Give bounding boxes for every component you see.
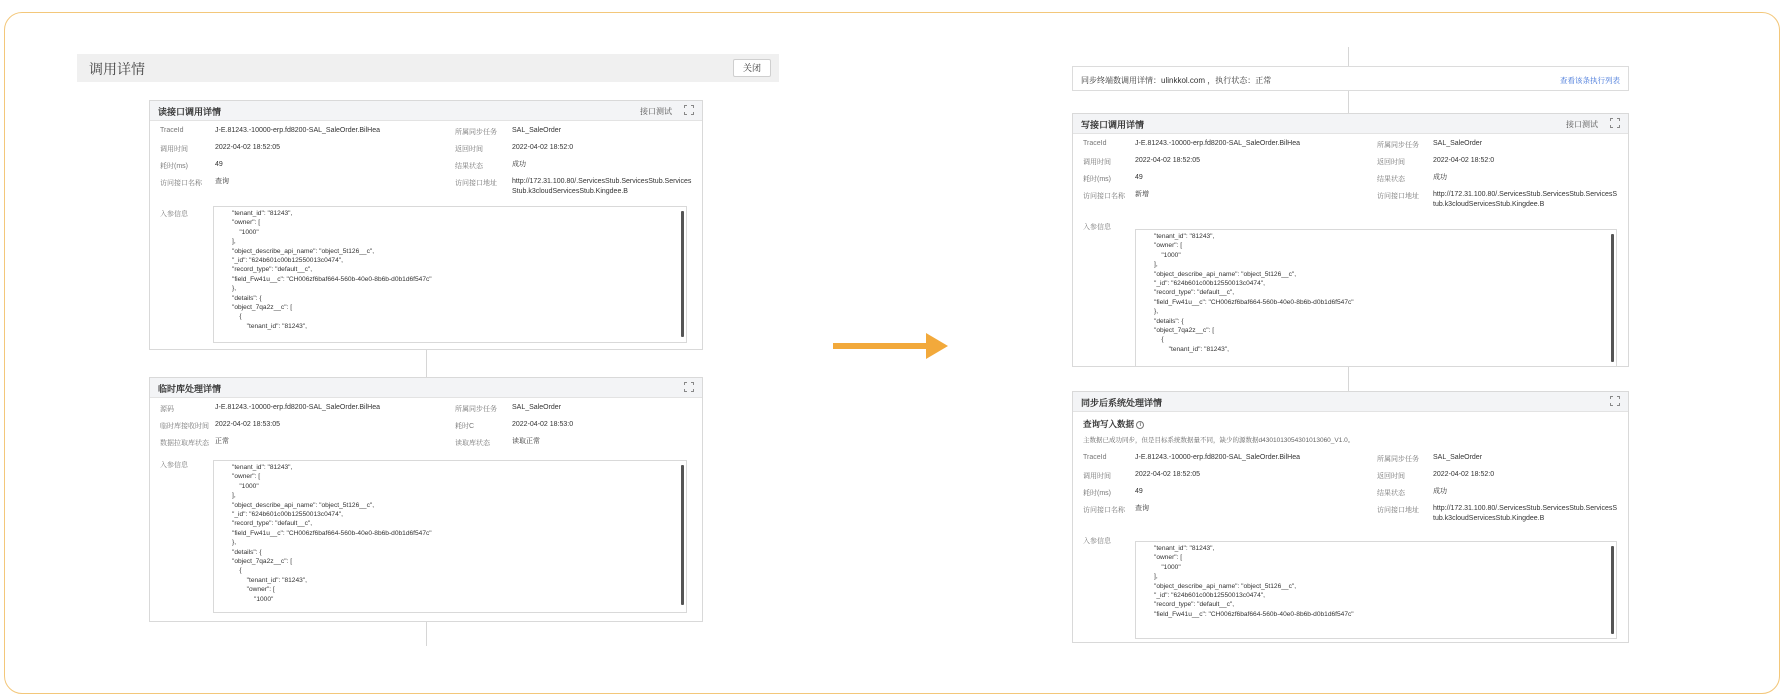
field-label: 耗时(ms) — [1083, 176, 1111, 183]
field-value: 2022-04-02 18:52:05 — [1135, 471, 1200, 478]
field-label: 调用时间 — [1083, 159, 1111, 166]
input-code-box[interactable] — [213, 206, 687, 343]
field-value: 2022-04-02 18:52:05 — [1135, 157, 1200, 164]
arrow-head — [926, 333, 948, 359]
field-value: 49 — [215, 161, 223, 168]
field-value: 正常 — [215, 438, 229, 445]
field-value: 2022-04-02 18:53:05 — [215, 421, 280, 428]
card-title: 写接口调用详情 — [1081, 120, 1145, 130]
field-value: 成功 — [1433, 488, 1447, 495]
scrollbar[interactable] — [681, 465, 684, 605]
field-label: 所属同步任务 — [1377, 142, 1419, 149]
field-label: 返回时间 — [455, 146, 483, 153]
sync-status-text: 同步终端数调用详情：ulinkkol.com ，执行状态：正常 — [1081, 76, 1272, 85]
field-label: 所属同步任务 — [455, 129, 497, 136]
field-value: J-E.81243.-10000-erp.fd8200-SAL_SaleOrder.BilHea — [215, 404, 380, 411]
scrollbar[interactable] — [1611, 234, 1614, 362]
field-value: 2022-04-02 18:52:0 — [1433, 157, 1495, 164]
field-value: 2022-04-02 18:52:0 — [1433, 471, 1495, 478]
expand-icon[interactable] — [684, 105, 694, 115]
field-value: J-E.81243.-10000-erp.fd8200-SAL_SaleOrder.BilHea — [1135, 140, 1300, 147]
field-label: 访问接口名称 — [1083, 507, 1125, 514]
subtitle-text: 查询写入数据 — [1083, 419, 1135, 429]
input-code-box[interactable] — [1135, 229, 1617, 367]
field-label: 访问接口地址 — [1377, 507, 1419, 514]
field-value: 2022-04-02 18:53:0 — [512, 421, 574, 428]
field-label: 所属同步任务 — [1377, 456, 1419, 463]
field-label: 访问接口名称 — [1083, 193, 1125, 200]
connector-line — [426, 622, 427, 646]
field-label: 数据拉取库状态 — [160, 440, 209, 447]
field-value: http://172.31.100.80/.ServicesStub.ServicesStub.ServicesStub.k3cloudServicesStub.Kingdee.B — [512, 178, 692, 195]
page-title: 调用详情 — [89, 61, 145, 77]
field-value: J-E.81243.-10000-erp.fd8200-SAL_SaleOrder.BilHea — [1135, 454, 1300, 461]
connector-line — [1348, 367, 1349, 391]
field-label: 访问接口地址 — [455, 180, 497, 187]
field-value: 新增 — [1135, 191, 1149, 198]
field-label: 入参信息 — [1083, 538, 1111, 545]
field-label: 返回时间 — [1377, 473, 1405, 480]
field-label: 入参信息 — [1083, 224, 1111, 231]
field-label: 耗时(ms) — [160, 163, 188, 170]
field-label: 入参信息 — [160, 211, 188, 218]
write-api-card — [1072, 113, 1629, 367]
field-label: 耗时(ms) — [1083, 490, 1111, 497]
field-value: http://172.31.100.80/.ServicesStub.ServicesStub.ServicesStub.k3cloudServicesStub.Kingdee.B — [1433, 191, 1618, 208]
field-value: SAL_SaleOrder — [1433, 140, 1483, 147]
field-label: 读取库状态 — [455, 440, 490, 447]
info-circle-icon[interactable]: i — [1136, 421, 1144, 429]
field-label: 返回时间 — [1377, 159, 1405, 166]
field-label: TraceId — [1083, 454, 1107, 461]
card-header — [1073, 114, 1628, 134]
field-value: J-E.81243.-10000-erp.fd8200-SAL_SaleOrder.BilHea — [215, 127, 380, 134]
read-api-card — [149, 100, 703, 350]
field-label: 入参信息 — [160, 462, 188, 469]
code-text: "tenant_id": "81243", "owner": [ "1000" ], "object_describe_api_name": "object_5t126__c", "_id": "624b601c00b12550013c0474", "record_type": "default__c", "field_Fw41u__c": "CH006zf6baf664-560b-40e0-8b6b-d0b1d6f547c" — [1154, 545, 1354, 618]
field-value: 2022-04-02 18:52:05 — [215, 144, 280, 151]
field-label: 结果状态 — [1377, 176, 1405, 183]
temp-store-card — [149, 377, 703, 622]
expand-icon[interactable] — [1610, 396, 1620, 406]
field-value: 2022-04-02 18:52:0 — [512, 144, 574, 151]
input-code-box[interactable] — [213, 460, 687, 613]
connector-line — [1348, 47, 1349, 66]
field-value: SAL_SaleOrder — [512, 404, 562, 411]
view-execution-list-link[interactable]: 查看该条执行列表 — [1560, 76, 1620, 85]
field-label: 访问接口地址 — [1377, 193, 1419, 200]
field-value: 查询 — [1135, 505, 1149, 512]
connector-line — [426, 350, 427, 378]
card-title: 同步后系统处理详情 — [1081, 398, 1163, 408]
field-value: http://172.31.100.80/.ServicesStub.ServicesStub.ServicesStub.k3cloudServicesStub.Kingdee.B — [1433, 505, 1618, 522]
field-label: 调用时间 — [1083, 473, 1111, 480]
field-value: 读取正常 — [512, 438, 540, 445]
code-text: "tenant_id": "81243", "owner": [ "1000" ], "object_describe_api_name": "object_5t126__c", "_id": "624b601c00b12550013c0474", "record_type": "default__c", "field_Fw41u__c": "CH006zf6baf664-560b-40e0-8b6b-d0b1d6f547c" }, "details": { "object_7qa2z__c": [ { "tenant_id": "81243", — [232, 210, 432, 330]
field-value: SAL_SaleOrder — [512, 127, 562, 134]
scrollbar[interactable] — [1611, 546, 1614, 634]
scrollbar[interactable] — [681, 211, 684, 337]
field-value: SAL_SaleOrder — [1433, 454, 1483, 461]
field-value: 成功 — [1433, 174, 1447, 181]
api-test-button[interactable]: 接口测试 — [640, 107, 672, 116]
field-label: 所属同步任务 — [455, 406, 497, 413]
details-header — [77, 54, 779, 82]
card-title: 临时库处理详情 — [158, 384, 222, 394]
card-header — [150, 378, 702, 398]
code-text: "tenant_id": "81243", "owner": [ "1000" ], "object_describe_api_name": "object_5t126__c", "_id": "624b601c00b12550013c0474", "record_type": "default__c", "field_Fw41u__c": "CH006zf6baf664-560b-40e0-8b6b-d0b1d6f547c" }, "details": { "object_7qa2z__c": [ { "tenant_id": "81243", "owner": [ "1000" — [232, 464, 432, 603]
field-label: 结果状态 — [455, 163, 483, 170]
post-sync-card — [1072, 391, 1629, 643]
input-code-box[interactable] — [1135, 541, 1617, 639]
sync-notice: 主数据已成功同步，但是目标系统数据量不同，缺少的源数据d4301013054301013060_V1.0。 — [1083, 437, 1355, 444]
field-value: 成功 — [512, 161, 526, 168]
field-value: 49 — [1135, 488, 1143, 495]
field-value: 49 — [1135, 174, 1143, 181]
sync-status-bar — [1072, 66, 1629, 91]
section-subtitle — [1083, 418, 1144, 430]
field-label: TraceId — [160, 127, 184, 134]
card-title: 读接口调用详情 — [158, 107, 222, 117]
field-label: 临时库接收时间 — [160, 423, 209, 430]
api-test-button[interactable]: 接口测试 — [1566, 120, 1598, 129]
code-text: "tenant_id": "81243", "owner": [ "1000" ], "object_describe_api_name": "object_5t126__c", "_id": "624b601c00b12550013c0474", "record_type": "default__c", "field_Fw41u__c": "CH006zf6baf664-560b-40e0-8b6b-d0b1d6f547c" }, "details": { "object_7qa2z__c": [ { "tenant_id": "81243", — [1154, 233, 1354, 353]
field-value: 查询 — [215, 178, 229, 185]
right-arrow-icon — [833, 343, 928, 349]
field-label: 源码 — [160, 406, 174, 413]
close-button[interactable]: 关闭 — [733, 59, 771, 77]
expand-icon[interactable] — [1610, 118, 1620, 128]
card-header — [1073, 392, 1628, 412]
field-label: TraceId — [1083, 140, 1107, 147]
expand-icon[interactable] — [684, 382, 694, 392]
card-header — [150, 101, 702, 121]
field-label: 耗时C — [455, 423, 475, 430]
field-label: 结果状态 — [1377, 490, 1405, 497]
field-label: 访问接口名称 — [160, 180, 202, 187]
connector-line — [1348, 91, 1349, 113]
field-label: 调用时间 — [160, 146, 188, 153]
